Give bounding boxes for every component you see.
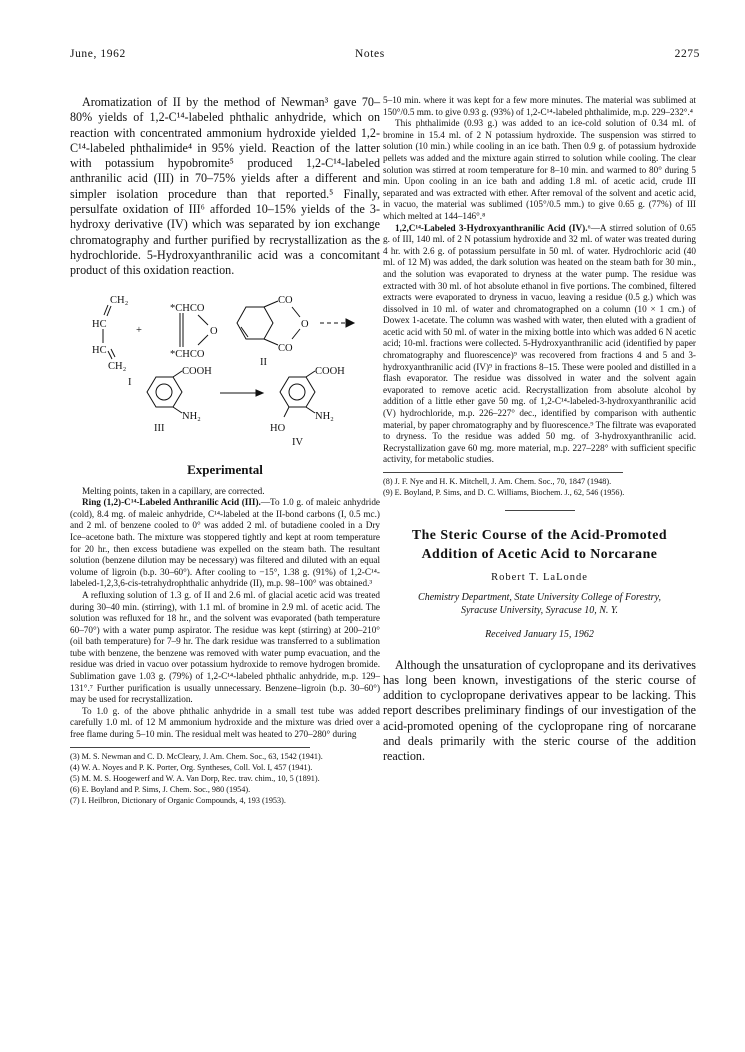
scheme-label: HC bbox=[92, 344, 107, 356]
bond bbox=[264, 301, 278, 307]
footnote-divider bbox=[70, 747, 310, 748]
article-body: Although the unsaturation of cyclopropane and its derivatives has long been known, investigations of the steric course of addition to cyclopropane derivatives appear to be lacking. This report describes preliminary findings of our investigation of the acid-promoted opening of the cyclopropane ring of norcarane and deals primarily with the steric course of the addition reaction. bbox=[383, 657, 696, 764]
scheme-label: NH₂ bbox=[182, 410, 201, 422]
author-name: Robert T. LaLonde bbox=[491, 572, 588, 584]
experimental-heading: Experimental bbox=[187, 461, 263, 477]
bond bbox=[306, 371, 315, 377]
bond bbox=[306, 407, 315, 413]
footnote-divider bbox=[383, 472, 623, 473]
experimental-paragraph: 5–10 min. where it was kept for a few more minutes. The material was sublimed at 150°/0.5 mm. to give 0.93 g. (93%) of 1,2-C¹⁴-labeled phthalimide, m.p. 229–232°.⁴ bbox=[383, 95, 696, 117]
page-number: 2275 bbox=[674, 48, 700, 60]
scheme-label: NH₂ bbox=[315, 410, 334, 422]
scheme-label: COOH bbox=[182, 365, 212, 377]
intro-paragraph: Aromatization of II by the method of Newman³ gave 70–80% yields of 1,2-C¹⁴-labeled phthalic anhydride, which on reaction with concentrated ammonium hydroxide yielded 1,2-C¹⁴-labeled phthalimide⁴ in 95% yield. Reaction of the latter with potassium hypobromite⁵ produced 1,2-C¹⁴-labeled anthranilic acid (III) in 70–75% yields after a different and simpler isolation procedure than that reported.⁵ Finally, persulfate oxidation of III⁶ afforded 10–15% yields of the 3-hydroxy derivative (IV) which was separated by ion exchange chromatography and further purified by recrystallization as the hydrochloride. 5-Hydroxyanthranilic acid was a concomitant product of this oxidation reaction. bbox=[70, 95, 380, 278]
article-title: Addition of Acetic Acid to Norcarane bbox=[421, 546, 658, 562]
arrowhead bbox=[256, 390, 263, 396]
scheme-label: *CHCO bbox=[170, 302, 205, 314]
scheme-label: COOH bbox=[315, 365, 345, 377]
aromatic-circle bbox=[289, 384, 305, 400]
right-column bbox=[383, 95, 696, 765]
reaction-scheme-drawing bbox=[70, 285, 380, 455]
compound-label: II bbox=[260, 356, 267, 368]
compound-label: III bbox=[154, 422, 165, 434]
bond bbox=[107, 306, 111, 316]
bond bbox=[198, 315, 208, 325]
footnote: (3) M. S. Newman and C. D. McCleary, J. Am. Chem. Soc., 63, 1542 (1941). bbox=[70, 751, 323, 761]
bond bbox=[108, 351, 112, 359]
experimental-paragraph: To 1.0 g. of the above phthalic anhydride in a small test tube was added carefully 1.0 ml. of 12 M ammonium hydroxide and the mixture was dried over a free flame during 5–10 min. The residual melt was heated to 270–280° during bbox=[70, 705, 380, 740]
scheme-label: CO bbox=[278, 342, 293, 354]
scheme-label: CH₂ bbox=[110, 294, 129, 306]
benzene-ring bbox=[147, 377, 182, 407]
scheme-label: + bbox=[136, 324, 142, 336]
footnote: (5) M. M. S. Hoogewerf and W. A. Van Dorp, Rec. trav. chim., 10, 5 (1891). bbox=[70, 774, 320, 784]
bond bbox=[173, 371, 182, 377]
cyclohexene-ring bbox=[237, 307, 273, 339]
experimental-paragraph bbox=[70, 497, 380, 590]
running-header-section: Notes bbox=[355, 48, 385, 60]
footnote: (9) E. Boyland, P. Sims, and D. C. Williams, Biochem. J., 62, 546 (1956). bbox=[383, 488, 625, 498]
bond bbox=[292, 307, 300, 317]
scheme-label: CH₂ bbox=[108, 360, 127, 372]
bond bbox=[104, 305, 108, 315]
experimental-paragraph: Melting points, taken in a capillary, are corrected. bbox=[82, 485, 265, 496]
article-divider bbox=[505, 510, 575, 511]
running-header-date: June, 1962 bbox=[70, 48, 126, 60]
benzene-ring bbox=[280, 377, 315, 407]
paragraph-text: —To 1.0 g. of maleic anhydride (cold), 8.4 mg. of maleic anhydride, C¹⁴-labeled at the II-bond carbons (I, 0.5 mc.) and 2 ml. of benzene cooled to 0° was added 2 ml. of butadiene cooled in a Dry Ice–acetone bath. The mixture was stoppered tightly and kept at room temperature for 20 hr., then excess butadiene was expelled on the steam bath. The resultant solution (benzene dilution may be necessary) was filtered and diluted with an equal volume of ligroin (b.p. 30–60°). After cooling to −15°, 1.38 g. (91%) of 1,2-C¹⁴-labeled-1,2,3,6-cis-tetrahydrophthalic anhydride (II), m.p. 98–100° was obtained.³ bbox=[70, 497, 380, 589]
subsection-heading: Ring (1,2)-C¹⁴-Labeled Anthranilic Acid (III). bbox=[82, 497, 261, 508]
scheme-label: O bbox=[210, 325, 218, 337]
footnote: (4) W. A. Noyes and P. K. Porter, Org. Syntheses, Coll. Vol. I, 457 (1941). bbox=[70, 762, 313, 772]
bond bbox=[198, 335, 208, 345]
experimental-paragraph: This phthalimide (0.93 g.) was added to an ice-cold solution of 0.34 ml. of bromine in 15.4 ml. of 2 N potassium hydroxide. The suspension was stirred to solution (10 min.) while cooling in an ice bath. Then 0.9 g. of potassium hydroxide pellets was added and the mixture again stirred to solution while cooling. The clear solution was stirred at room temperature for 8–10 min. and warmed to 80° during 5 min. Upon cooling in an ice bath and adding 1.8 ml. of acetic acid, crude III separated and was extracted with ether. After removal of the solvent and acetic acid, in vacuo, the material was sublimed (105°/0.5 mm.) to give 0.65 g. (77%) of III which melted at 144–146°.⁸ bbox=[383, 118, 696, 221]
arrowhead bbox=[346, 319, 354, 327]
article-title: The Steric Course of the Acid-Promoted bbox=[411, 527, 668, 543]
bond bbox=[292, 329, 300, 339]
scheme-label: CO bbox=[278, 294, 293, 306]
scheme-label: HC bbox=[92, 318, 107, 330]
footnote: (8) J. F. Nye and H. K. Mitchell, J. Am. Chem. Soc., 70, 1847 (1948). bbox=[383, 477, 612, 486]
bond bbox=[284, 407, 289, 417]
bond bbox=[111, 349, 115, 357]
footnote: (7) I. Heilbron, Dictionary of Organic Compounds, 4, 193 (1953). bbox=[70, 796, 286, 806]
experimental-paragraph bbox=[383, 223, 696, 466]
affiliation: Syracuse University, Syracuse 10, N. Y. bbox=[460, 605, 619, 616]
bond bbox=[264, 339, 278, 345]
subsection-heading: 1,2,C¹⁴-Labeled 3-Hydroxyanthranilic Acid (IV). bbox=[395, 222, 588, 233]
experimental-paragraph: A refluxing solution of 1.3 g. of II and 2.6 ml. of glacial acetic acid was treated during 30–40 min. (stirring), with 1.1 ml. of bromine in 2.9 ml. of acetic acid. The solution was refluxed for 18 hr., and the solvent was evaporated (bath temperature 60–70°) with a water pump aspirator. The residue was kept (stirring) at 200–210° (oil bath temperature) for 7–9 hr. The dark residue was transferred to a sublimation tube with benzene, the benzene was removed with water pump evacuation, and the residue was dried in vacuo over potassium hydroxide to remove hydrogen bromide. Sublimation gave 1.03 g. (79%) of 1,2-C¹⁴-labeled phthalic anhydride, m.p. 129–131°.⁷ Further purification is usually unnecessary. Benzene–ligroin (b.p. 30–60°) may be used for recrystallization. bbox=[70, 589, 380, 705]
bond bbox=[173, 407, 182, 413]
affiliation: Chemistry Department, State University College of Forestry, bbox=[418, 592, 661, 604]
reaction-scheme bbox=[70, 285, 380, 455]
scheme-label: *CHCO bbox=[170, 348, 205, 360]
scheme-label: HO bbox=[270, 422, 286, 434]
paragraph-text: ⁶—A stirred solution of 0.65 g. of III, 140 ml. of 2 N potassium hydroxide and 32 ml. of water was treated during 4 hr. with 2.6 g. of potassium persulfate in 50 ml. of water. Hydrochloric acid (40 ml. of 12 M) was added, the dark solution was heated on the steam bath for 30 min., and the solution was evaporated to dryness at the water pump. The residue was extracted with 30 ml. of hot absolute ethanol in five portions. The combined, filtered extracts were evaporated to dryness in vacuo, leaving a residue (0.5 g.) which was dissolved in 10 ml. of water and chromatographed on a column (10 × 1 cm.) of Dowex 1-acetate. The column was washed with water, then eluted with a gradient of acetic acid with 50 ml. of water in the mixing bottle into which was added 6 N acetic acid; 10-ml. fractions were collected. 5-Hydroxyanthranilic acid (identified by paper chromatography and fluorescence)⁹ was recovered from fractions 4 and 5 and 3-hydroxyanthranilic acid (IV)⁹ in fractions 8–15. These were pooled and distilled in a flash evaporator. The residue was dissolved in water and the solvent again evaporated to remove acetic acid. Recrystallization from absolute alcohol by addition of a little ether gave 50 mg. of 1,2-C¹⁴-labeled-3-hydroxyanthranilic acid (V) hydrochloride, m.p. 226–227° dec., identified by comparison with authentic material, by paper chromatography and by fluorescence.⁹ The filtrate was evaporated to dryness. To the residue was added 50 mg. of 3-hydroxyanthranilic acid. Recrystallization gave 60 mg. more material, m.p. 227–228° with sufficient specific activity, for metabolic studies. bbox=[383, 222, 696, 465]
compound-label: IV bbox=[292, 436, 304, 448]
scheme-label: O bbox=[301, 318, 309, 330]
footnote: (6) E. Boyland and P. Sims, J. Chem. Soc., 980 (1954). bbox=[70, 785, 251, 795]
compound-label: I bbox=[128, 376, 132, 388]
aromatic-circle bbox=[156, 384, 172, 400]
received-date: Received January 15, 1962 bbox=[485, 628, 594, 640]
left-column bbox=[70, 95, 380, 807]
